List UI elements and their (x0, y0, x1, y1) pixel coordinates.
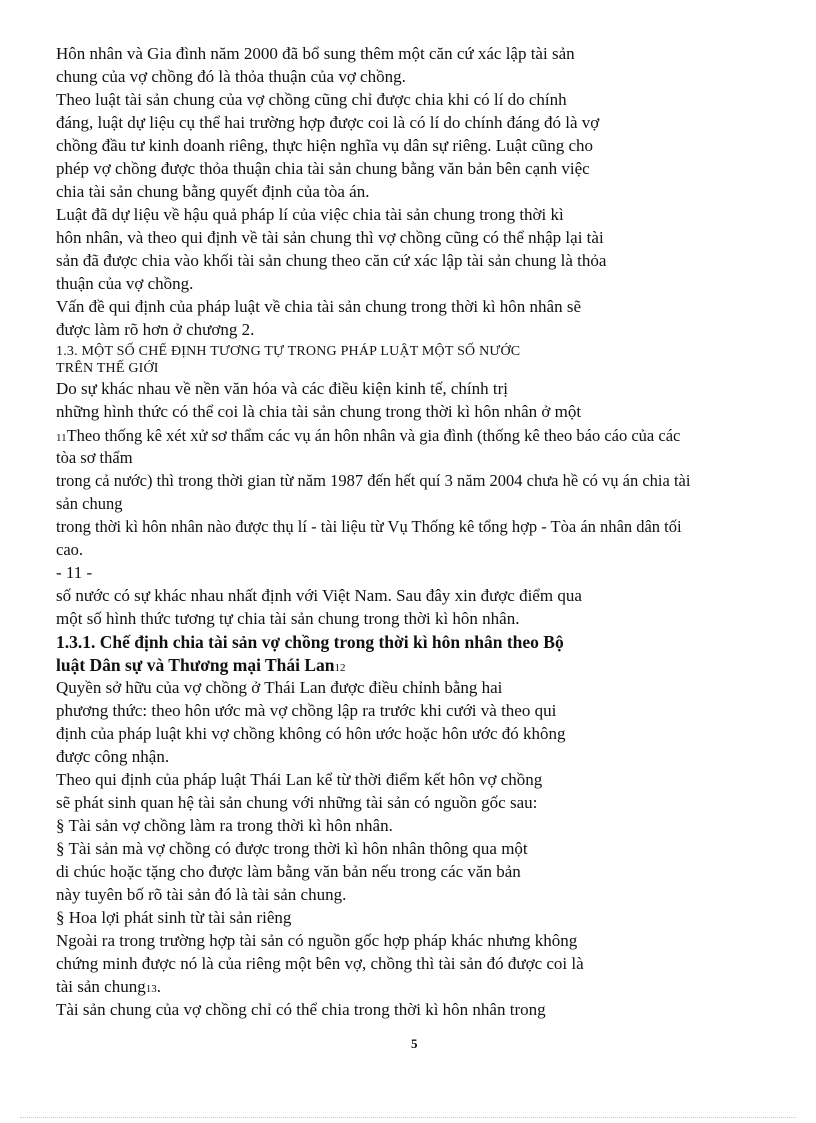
text-line: Do sự khác nhau về nền văn hóa và các điều kiện kinh tế, chính trị (56, 379, 509, 398)
section-heading: TRÊN THẾ GIỚI (56, 361, 159, 376)
text-line: hôn nhân, và theo qui định về tài sản chung thì vợ chồng cũng có thể nhập lại tài (56, 228, 604, 247)
footnote-ref: 13 (145, 983, 157, 995)
text-line: sản đã được chia vào khối tài sản chung theo căn cứ xác lập tài sản chung là thỏa (56, 251, 607, 270)
subsection-heading (56, 655, 346, 678)
footnote-marker: 11 (56, 432, 67, 444)
text-line: đáng, luật dự liệu cụ thể hai trường hợp được coi là có lí do chính đáng đó là vợ (56, 113, 600, 132)
footnote-line: tòa sơ thẩm (56, 448, 133, 467)
text-line: Theo luật tài sản chung của vợ chồng cũng chỉ được chia khi có lí do chính (56, 90, 567, 109)
text-line: định của pháp luật khi vợ chồng không có hôn ước hoặc hôn ước đó không (56, 724, 566, 743)
text-line: chia tài sản chung bằng quyết định của tòa án. (56, 182, 370, 201)
footnote-line: cao. (56, 540, 84, 559)
text-line: chứng minh được nó là của riêng một bên vợ, chồng thì tài sản đó được coi là (56, 954, 584, 973)
text-line: Quyền sở hữu của vợ chồng ở Thái Lan được điều chỉnh bằng hai (56, 678, 503, 697)
text-line: thuận của vợ chồng. (56, 274, 194, 293)
text-line: được làm rõ hơn ở chương 2. (56, 320, 255, 339)
line-end: . (156, 977, 161, 996)
text-line: sẽ phát sinh quan hệ tài sản chung với những tài sản có nguồn gốc sau: (56, 793, 538, 812)
text-line: phép vợ chồng được thỏa thuận chia tài sản chung bằng văn bản bên cạnh việc (56, 159, 590, 178)
footer-divider (20, 1117, 796, 1118)
text-line: được công nhận. (56, 747, 170, 766)
text-line: di chúc hoặc tặng cho được làm bằng văn bản nếu trong các văn bản (56, 862, 521, 881)
text-line: Ngoài ra trong trường hợp tài sản có nguồn gốc hợp pháp khác nhưng không (56, 931, 578, 950)
line-text: tài sản chung (56, 977, 146, 996)
text-line: này tuyên bố rõ tài sản đó là tài sản chung. (56, 885, 347, 904)
text-line: Vấn đề qui định của pháp luật về chia tài sản chung trong thời kì hôn nhân sẽ (56, 297, 581, 316)
page-number: 5 (411, 1036, 418, 1051)
footnote-line: trong thời kì hôn nhân nào được thụ lí - tài liệu từ Vụ Thống kê tổng hợp - Tòa án nhân dân tối (56, 517, 682, 536)
text-line: Theo qui định của pháp luật Thái Lan kể từ thời điểm kết hôn vợ chồng (56, 770, 543, 789)
text-line: Luật đã dự liệu về hậu quả pháp lí của việc chia tài sản chung trong thời kì (56, 205, 564, 224)
text-line: phương thức: theo hôn ước mà vợ chồng lập ra trước khi cưới và theo qui (56, 701, 557, 720)
text-line: những hình thức có thể coi là chia tài sản chung trong thời kì hôn nhân ở một (56, 402, 582, 421)
footnote-line (56, 426, 680, 448)
text-line: Tài sản chung của vợ chồng chỉ có thể chia trong thời kì hôn nhân trong (56, 1000, 546, 1019)
footnote-text: Theo thống kê xét xử sơ thẩm các vụ án hôn nhân và gia đình (thống kê theo báo cáo của các (66, 426, 681, 445)
footnote-ref: 12 (334, 662, 346, 674)
text-line: một số hình thức tương tự chia tài sản chung trong thời kì hôn nhân. (56, 609, 520, 628)
list-item: § Hoa lợi phát sinh từ tài sản riêng (56, 908, 292, 927)
section-heading: 1.3. MỘT SỐ CHẾ ĐỊNH TƯƠNG TỰ TRONG PHÁP LUẬT MỘT SỐ NƯỚC (56, 344, 521, 359)
footnote-line: sản chung (56, 494, 123, 513)
list-item: § Tài sản vợ chồng làm ra trong thời kì hôn nhân. (56, 816, 393, 835)
text-line: chung của vợ chồng đó là thỏa thuận của vợ chồng. (56, 67, 406, 86)
text-line: số nước có sự khác nhau nhất định với Việt Nam. Sau đây xin được điểm qua (56, 586, 582, 605)
list-item: § Tài sản mà vợ chồng có được trong thời kì hôn nhân thông qua một (56, 839, 528, 858)
footnote-line: trong cả nước) thì trong thời gian từ năm 1987 đến hết quí 3 năm 2004 chưa hề có vụ án chia tài (56, 471, 691, 490)
text-line (56, 977, 161, 999)
subsection-heading: 1.3.1. Chế định chia tài sản vợ chồng trong thời kì hôn nhân theo Bộ (56, 632, 564, 652)
text-line: chồng đầu tư kinh doanh riêng, thực hiện nghĩa vụ dân sự riêng. Luật cũng cho (56, 136, 594, 155)
heading-text: luật Dân sự và Thương mại Thái Lan (56, 655, 335, 675)
page-marker: - 11 - (56, 563, 93, 582)
text-line: Hôn nhân và Gia đình năm 2000 đã bổ sung thêm một căn cứ xác lập tài sản (56, 44, 575, 63)
